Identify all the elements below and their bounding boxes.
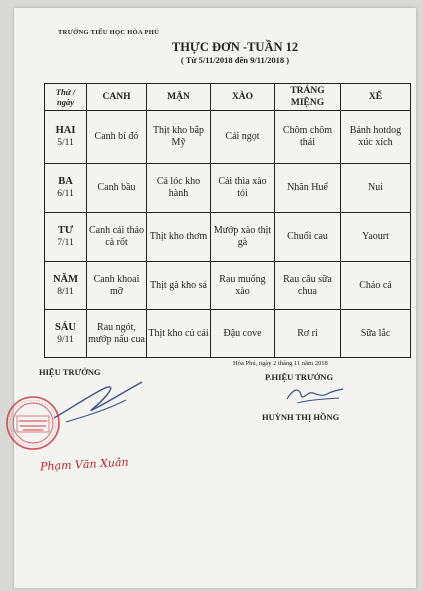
- corner-line-1: Thứ /: [55, 87, 76, 97]
- document-subtitle: ( Từ 5/11/2018 đến 9/11/2018 ): [180, 55, 290, 65]
- column-header: MẶN: [147, 84, 211, 111]
- menu-cell: Yaourt: [341, 213, 411, 262]
- menu-cell: Cháo cá: [341, 262, 411, 310]
- menu-cell: Canh cải thảo cà rốt: [87, 213, 147, 262]
- menu-cell: Thịt gà kho sả: [147, 262, 211, 310]
- menu-cell: Chuối cau: [275, 213, 341, 262]
- menu-cell: Chôm chôm thái: [275, 111, 341, 164]
- table-row: [45, 262, 411, 310]
- corner-line-2: ngày: [57, 97, 74, 107]
- menu-cell: Rau muống xào: [211, 262, 275, 310]
- day-date: 9/11: [57, 334, 74, 345]
- day-name: HAI: [55, 125, 76, 136]
- column-header: XẾ: [341, 84, 411, 111]
- principal-title: HIỆU TRƯỞNG: [39, 367, 101, 377]
- menu-cell: Sữa lắc: [341, 310, 411, 358]
- menu-cell: Cải thìa xào tỏi: [211, 164, 275, 213]
- menu-cell: Đậu cove: [211, 310, 275, 358]
- menu-cell: Thịt kho thơm: [147, 213, 211, 262]
- day-date: 5/11: [57, 138, 74, 148]
- day-name: TƯ: [57, 225, 74, 236]
- menu-cell: Bánh hotdog xúc xích: [341, 111, 411, 164]
- menu-cell: Nhãn Huế: [275, 164, 341, 213]
- principal-signature: [46, 378, 146, 426]
- column-header: TRÁNG MIỆNG: [275, 84, 341, 111]
- table-row: [45, 164, 411, 213]
- vice-principal-signature: [283, 381, 345, 407]
- day-cell: [45, 262, 87, 310]
- menu-cell: Thịt kho củ cải: [147, 310, 211, 358]
- column-header: XÀO: [211, 84, 275, 111]
- menu-cell: Cá lóc kho hành: [147, 164, 211, 213]
- day-cell: [45, 111, 87, 164]
- menu-table: [44, 83, 411, 358]
- day-cell: [45, 164, 87, 213]
- table-header-row: [45, 84, 411, 111]
- menu-cell: Canh khoai mỡ: [87, 262, 147, 310]
- vice-principal-name: HUỲNH THỊ HỒNG: [262, 412, 340, 422]
- table-row: [45, 310, 411, 358]
- column-header: CANH: [87, 84, 147, 111]
- menu-cell: Rau câu sữa chua: [275, 262, 341, 310]
- menu-cell: Canh bầu: [87, 164, 147, 213]
- principal-name: Phạm Văn Xuân: [39, 455, 129, 474]
- day-date: 6/11: [57, 189, 74, 199]
- menu-cell: Rau ngót, mướp nấu cua: [87, 310, 147, 358]
- menu-cell: Canh bí đỏ: [87, 111, 147, 164]
- menu-cell: Thịt kho bắp Mỹ: [147, 111, 211, 164]
- document-title: THỰC ĐƠN -TUẦN 12: [171, 40, 299, 54]
- day-cell: [45, 213, 87, 262]
- signing-date: Hòa Phú, ngày 2 tháng 11 năm 2018: [233, 360, 328, 367]
- table-row: [45, 111, 411, 164]
- day-date: 8/11: [57, 286, 74, 297]
- school-seal-stamp: [5, 395, 61, 451]
- corner-header: [45, 84, 87, 111]
- day-name: BA: [58, 176, 73, 187]
- school-name: TRƯỜNG TIỂU HỌC HÒA PHÚ: [58, 29, 160, 36]
- table-row: [45, 213, 411, 262]
- menu-cell: Cải ngọt: [211, 111, 275, 164]
- menu-cell: Nui: [341, 164, 411, 213]
- day-date: 7/11: [57, 238, 74, 248]
- day-name: SÁU: [54, 321, 76, 333]
- menu-cell: Rơ ri: [275, 310, 341, 358]
- menu-cell: Mướp xào thịt gà: [211, 213, 275, 262]
- vice-principal-title: P.HIỆU TRƯỞNG: [265, 372, 334, 382]
- day-cell: [45, 310, 87, 358]
- day-name: NĂM: [52, 273, 79, 285]
